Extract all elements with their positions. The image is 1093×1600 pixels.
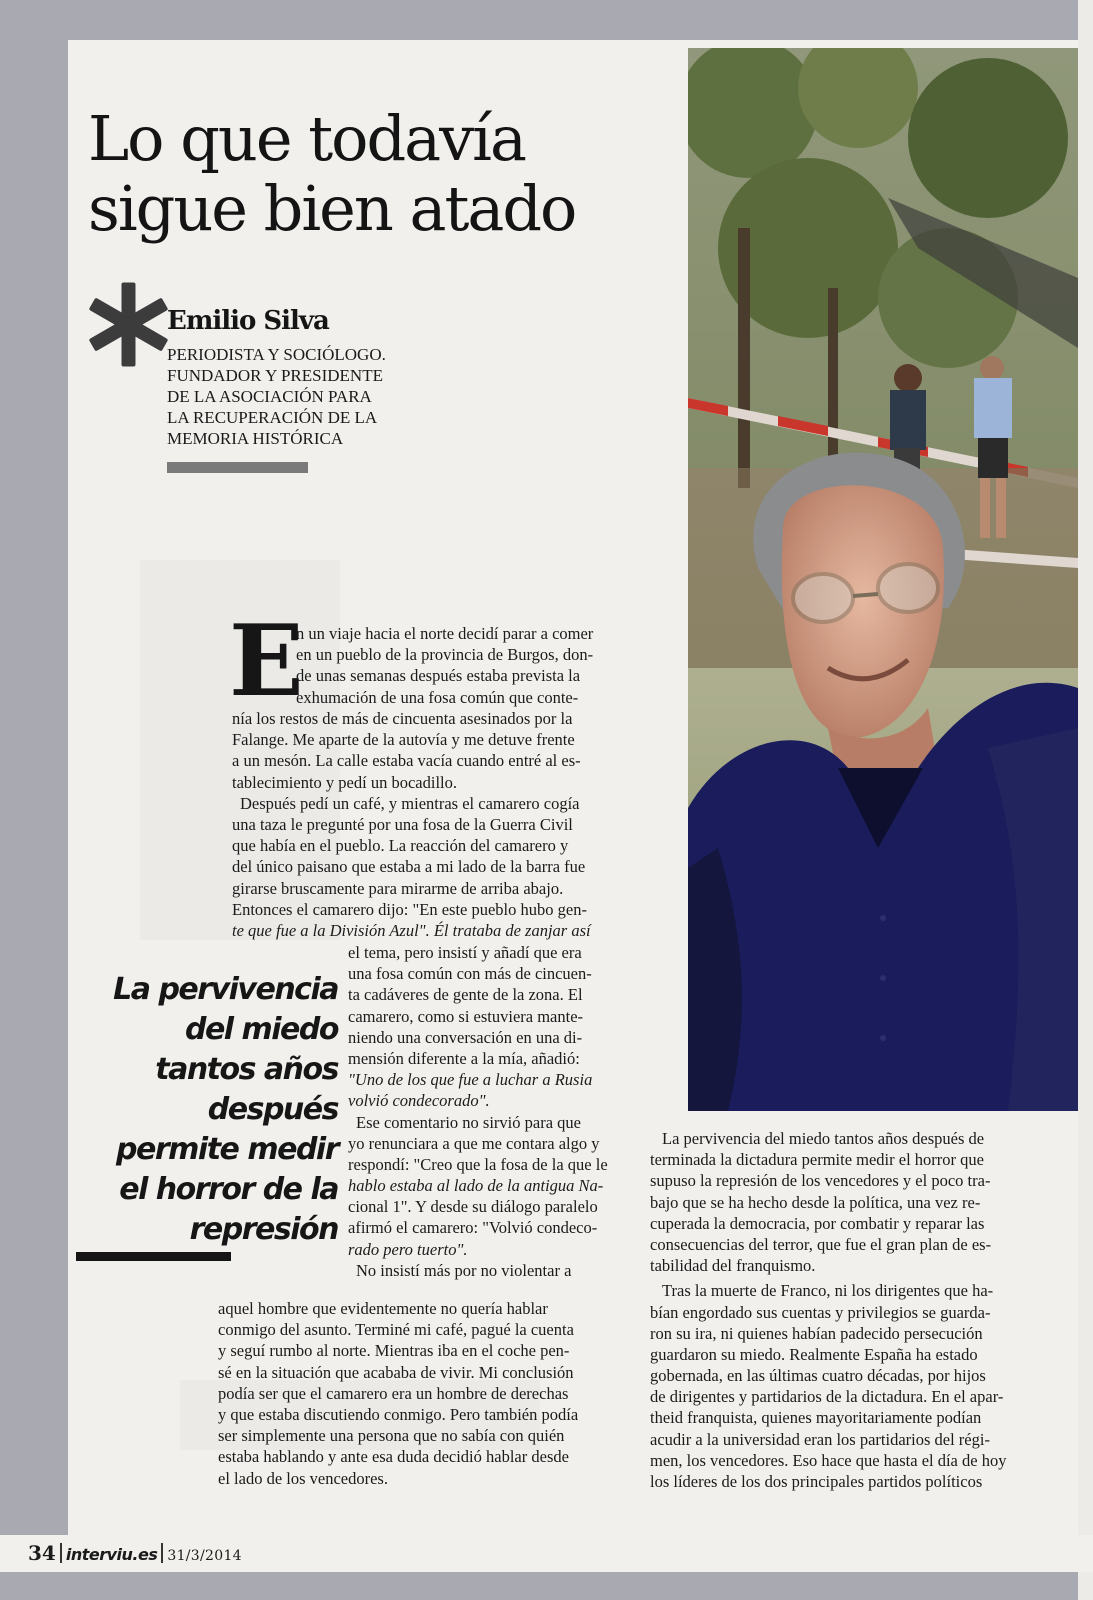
text-line: ron su ira, ni quienes habían padecido persecución [650, 1323, 983, 1343]
text-line: La pervivencia del miedo tantos años después de [662, 1129, 985, 1148]
page-footer [28, 1541, 242, 1567]
text-line: camarero, como si estuviera mante- [348, 1006, 584, 1026]
text-line: Entonces el camarero dijo: "En este pueblo hubo gen- [232, 899, 587, 919]
article-headline: Lo que todavía sigue bien atado [88, 102, 576, 245]
text-line: mensión diferente a la mía, añadió: [348, 1048, 580, 1068]
author-bio-line: FUNDADOR Y PRESIDENTE [167, 366, 383, 385]
text-line: en un pueblo de la provincia de Burgos, don- [296, 645, 594, 665]
text-line: No insistí más por no violentar a [356, 1260, 572, 1280]
text-line: de dirigentes y partidarios de la dictadura. En el apar- [650, 1387, 1004, 1407]
pull-quote [76, 970, 338, 1250]
text-line: y seguí rumbo al norte. Mientras iba en el coche pen- [218, 1341, 570, 1361]
text-line: niendo una conversación en una di- [348, 1027, 583, 1047]
text-line: que había en el pueblo. La reacción del camarero y [232, 836, 569, 856]
article-column-2 [650, 1128, 1072, 1492]
article-column-1-wide [232, 708, 640, 941]
text-line: de unas semanas después estaba prevista la [296, 666, 581, 686]
drop-cap: E [229, 604, 304, 719]
text-line: nía los restos de más de cincuenta asesinados por la [232, 709, 573, 728]
text-line: ser simplemente una persona que no sabía con quién [218, 1426, 565, 1446]
text-line: bajo que se ha hecho desde la política, una vez re- [650, 1192, 981, 1212]
text-line: Después pedí un café, y mientras el camarero cogía [240, 793, 580, 813]
pull-quote-line: La pervivencia [113, 972, 338, 1007]
text-line: sé en la situación que acababa de vivir. Mi conclusión [218, 1362, 574, 1382]
footer-separator [161, 1543, 163, 1563]
text-line: volvió condecorado". [348, 1091, 490, 1111]
text-line: conmigo del asunto. Terminé mi café, pagué la cuenta [218, 1320, 574, 1340]
text-line: n un viaje hacia el norte decidí parar a comer [296, 624, 594, 643]
author-bio-line: DE LA ASOCIACIÓN PARA [167, 387, 372, 406]
text-line: a un mesón. La calle estaba vacía cuando entré al es- [232, 751, 581, 771]
author-bio-line: PERIODISTA Y SOCIÓLOGO. [167, 345, 386, 364]
text-line: tablecimiento y pedí un bocadillo. [232, 772, 457, 792]
text-line: el tema, pero insistí y añadí que era [348, 943, 582, 962]
text-line: Tras la muerte de Franco, ni los dirigentes que ha- [662, 1281, 994, 1301]
text-line: el lado de los vencedores. [218, 1468, 388, 1488]
author-bio [167, 344, 427, 449]
text-line: podía ser que el camarero era un hombre de derechas [218, 1383, 569, 1403]
text-line: respondí: "Creo que la fosa de la que le [348, 1154, 608, 1174]
text-line: girarse bruscamente para mirarme de arriba abajo. [232, 878, 564, 898]
text-line: gobernada, en las últimas cuatro décadas, por hijos [650, 1366, 986, 1386]
text-line: Falange. Me aparte de la autovía y me detuve frente [232, 730, 575, 750]
text-line: del único paisano que estaba a mi lado de la barra fue [232, 857, 586, 877]
author-name: Emilio Silva [167, 306, 329, 336]
text-line: consecuencias del terror, que fue el gran plan de es- [650, 1234, 992, 1254]
site-name: interviu.es [65, 1545, 158, 1564]
footer-separator [60, 1543, 62, 1563]
text-line: una taza le pregunté por una fosa de la Guerra Civil [232, 814, 573, 834]
text-line: cional 1". Y desde su diálogo paralelo [348, 1197, 598, 1217]
author-bio-line: MEMORIA HISTÓRICA [167, 429, 344, 448]
text-line: Ese comentario no sirvió para que [356, 1112, 581, 1132]
text-line: rado pero tuerto". [348, 1239, 468, 1259]
text-line: "Uno de los que fue a luchar a Rusia [348, 1070, 593, 1090]
pull-quote-line: represión [189, 1212, 338, 1247]
article-column-1-narrow [348, 942, 640, 1281]
pull-quote-rule [76, 1252, 231, 1261]
text-line: aquel hombre que evidentemente no quería hablar [218, 1299, 548, 1318]
pull-quote-line: del miedo [184, 1012, 338, 1047]
article-photo [688, 48, 1078, 1111]
text-line: exhumación de una fosa común que conte- [296, 687, 579, 707]
pull-quote-line: después [207, 1092, 338, 1127]
text-line: supuso la represión de los vencedores y el poco tra- [650, 1171, 991, 1191]
page-number: 34 [28, 1541, 56, 1565]
text-line: guardaron su miedo. Realmente España ha estado [650, 1344, 978, 1364]
text-line: estaba hablando y ante esa duda decidió hablar desde [218, 1447, 569, 1467]
text-line: men, los vencedores. Eso hace que hasta el día de hoy [650, 1450, 1007, 1470]
article-column-1-intro [296, 623, 636, 708]
text-line: hablo estaba al lado de la antigua Na- [348, 1176, 604, 1196]
text-line: yo renunciara a que me contara algo y [348, 1133, 600, 1153]
pull-quote-line: permite medir [116, 1132, 338, 1167]
text-line: afirmó el camarero: "Volvió condeco- [348, 1218, 598, 1238]
text-line: bían engordado sus cuentas y privilegios se guarda- [650, 1302, 991, 1322]
text-line: y que estaba discutiendo conmigo. Pero también podía [218, 1404, 579, 1424]
text-line: los líderes de los dos principales partidos políticos [650, 1472, 983, 1491]
text-line: terminada la dictadura permite medir el horror que [650, 1150, 984, 1170]
asterisk-icon [86, 282, 171, 367]
author-bio-line: LA RECUPERACIÓN DE LA [167, 408, 378, 427]
issue-date: 31/3/2014 [167, 1548, 242, 1564]
bio-divider [167, 462, 308, 473]
text-line: ta cadáveres de gente de la zona. El [348, 985, 583, 1005]
text-line: tabilidad del franquismo. [650, 1256, 816, 1276]
page-edge [1078, 0, 1093, 1600]
text-line: theid franquista, quienes mayoritariamente podían [650, 1408, 982, 1428]
pull-quote-line: el horror de la [119, 1172, 338, 1207]
text-line: una fosa común con más de cincuen- [348, 964, 592, 984]
text-line: te que fue a la División Azul". Él trataba de zanjar así [232, 920, 591, 940]
article-column-1-bottom [218, 1298, 640, 1489]
text-line: cuperada la democracia, por combatir y reparar las [650, 1213, 985, 1233]
text-line: acudir a la universidad eran los partidarios del régi- [650, 1429, 990, 1449]
pull-quote-line: tantos años [155, 1052, 338, 1087]
